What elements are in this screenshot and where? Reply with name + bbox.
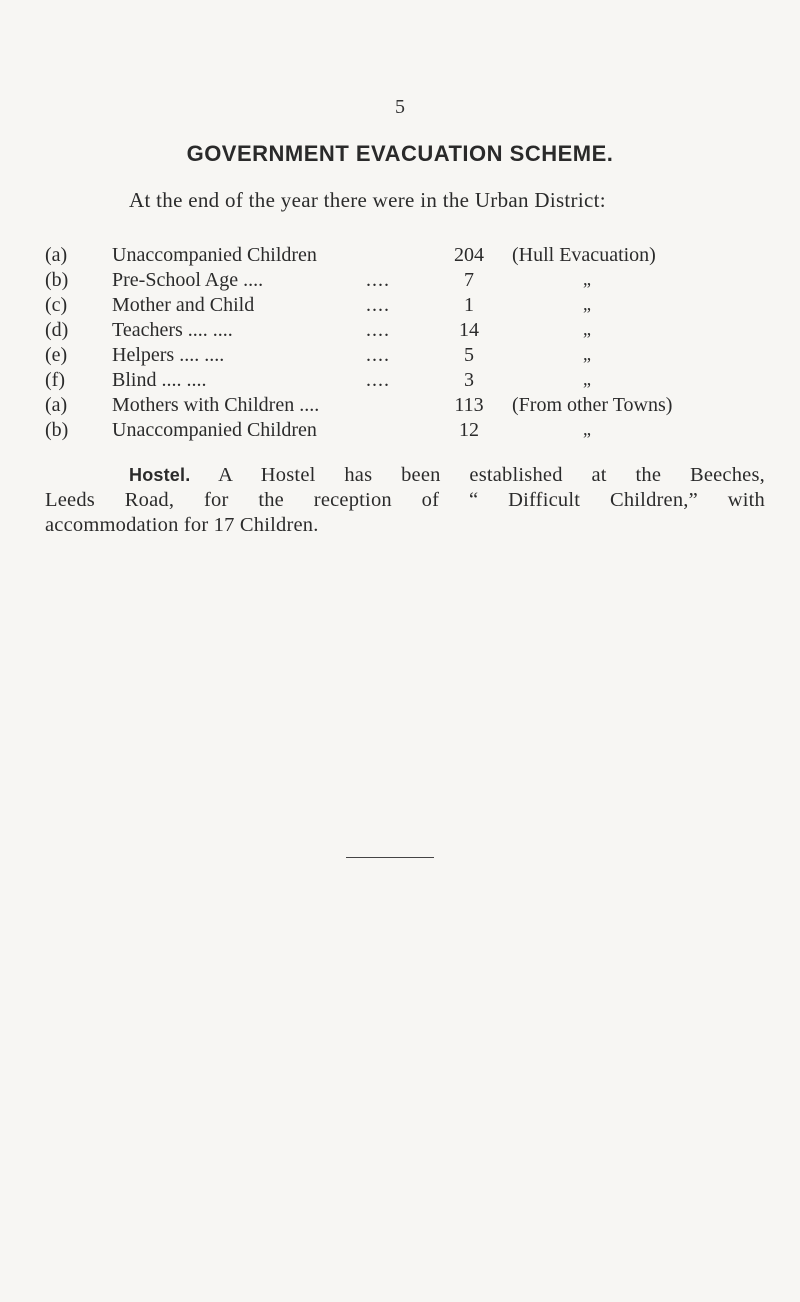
row-leader-dots: .... bbox=[366, 269, 390, 291]
table-row bbox=[45, 294, 765, 319]
row-label: Pre-School Age .... bbox=[112, 269, 264, 291]
row-letter: (a) bbox=[45, 244, 68, 266]
row-label: Helpers .... .... bbox=[112, 344, 225, 366]
row-count: 204 bbox=[454, 244, 484, 266]
row-leader-dots: .... bbox=[366, 369, 390, 391]
row-label: Teachers .... .... bbox=[112, 319, 233, 341]
table-row bbox=[45, 369, 765, 394]
row-count: 3 bbox=[464, 369, 474, 391]
hostel-line-2: Leeds Road, for the reception of “ Difficult Children,” with bbox=[45, 489, 765, 511]
row-ditto-mark: „ bbox=[583, 344, 591, 364]
row-letter: (f) bbox=[45, 369, 65, 391]
row-ditto-mark: „ bbox=[583, 319, 591, 339]
row-leader-dots: .... bbox=[366, 344, 390, 366]
evacuee-table bbox=[45, 244, 765, 444]
row-count: 7 bbox=[464, 269, 474, 291]
hostel-text-1: A Hostel has been established at the Beeches, bbox=[218, 464, 765, 486]
hostel-paragraph bbox=[45, 463, 765, 538]
table-row bbox=[45, 394, 765, 419]
row-note: (Hull Evacuation) bbox=[512, 244, 656, 266]
row-label: Mothers with Children .... bbox=[112, 394, 320, 416]
intro-text: At the end of the year there were in the Urban District: bbox=[129, 188, 606, 212]
hostel-line-3: accommodation for 17 Children. bbox=[45, 514, 319, 536]
row-letter: (a) bbox=[45, 394, 68, 416]
row-count: 5 bbox=[464, 344, 474, 366]
row-leader-dots: .... bbox=[366, 294, 390, 316]
table-row bbox=[45, 344, 765, 369]
row-label: Unaccompanied Children bbox=[112, 244, 317, 266]
section-divider bbox=[346, 857, 434, 858]
row-ditto-mark: „ bbox=[583, 269, 591, 289]
table-row bbox=[45, 419, 765, 444]
table-row bbox=[45, 244, 765, 269]
table-row bbox=[45, 319, 765, 344]
row-leader-dots: .... bbox=[366, 319, 390, 341]
row-ditto-mark: „ bbox=[583, 369, 591, 389]
hostel-line-1 bbox=[45, 463, 765, 488]
row-note: (From other Towns) bbox=[512, 394, 673, 416]
row-ditto-mark: „ bbox=[583, 419, 591, 439]
row-letter: (c) bbox=[45, 294, 68, 316]
page-number: 5 bbox=[395, 96, 405, 118]
row-ditto-mark: „ bbox=[583, 294, 591, 314]
row-count: 14 bbox=[459, 319, 479, 341]
row-letter: (b) bbox=[45, 419, 69, 441]
row-label: Unaccompanied Children bbox=[112, 419, 317, 441]
row-label: Mother and Child bbox=[112, 294, 255, 316]
table-row bbox=[45, 269, 765, 294]
row-count: 12 bbox=[459, 419, 479, 441]
row-letter: (e) bbox=[45, 344, 68, 366]
row-count: 113 bbox=[454, 394, 484, 416]
row-label: Blind .... .... bbox=[112, 369, 207, 391]
row-letter: (b) bbox=[45, 269, 69, 291]
page-title: GOVERNMENT EVACUATION SCHEME. bbox=[186, 141, 614, 166]
row-count: 1 bbox=[464, 294, 474, 316]
row-letter: (d) bbox=[45, 319, 69, 341]
hostel-heading: Hostel. bbox=[129, 465, 191, 485]
